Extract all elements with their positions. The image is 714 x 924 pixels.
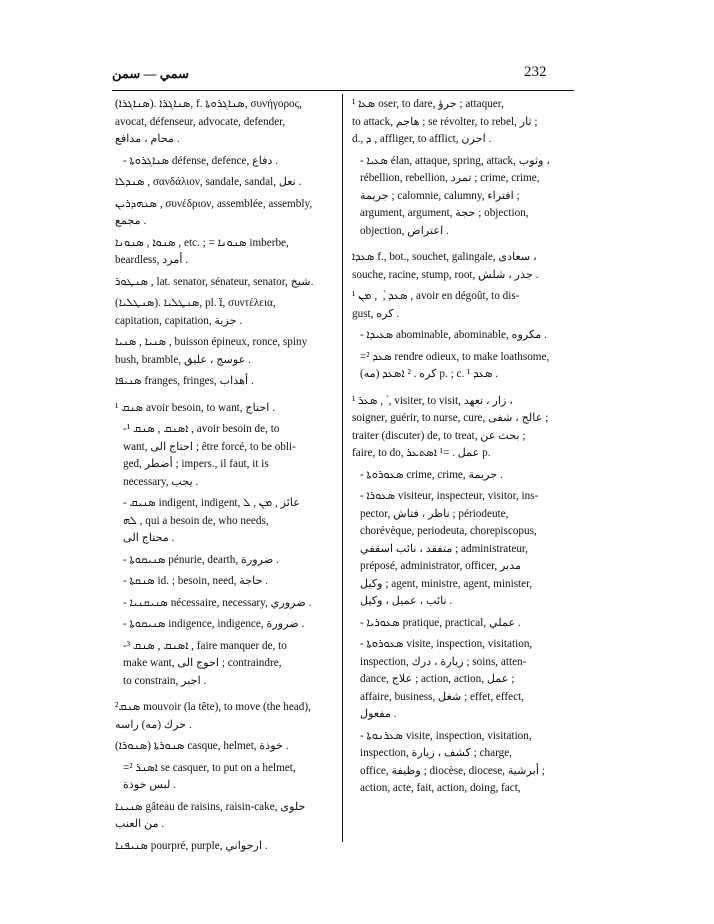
entry-line: ¹ ܣܥܐ oser, to dare, جرؤ ; attaquer, (352, 98, 504, 110)
dictionary-entry (115, 738, 338, 756)
dictionary-entry (352, 249, 572, 284)
entry-line: - ܣܥܘܪܝܐ pratique, practical, عملي . (360, 616, 521, 629)
dictionary-entry (115, 838, 338, 856)
entry-line: - ܣܢܩܬܐ id. ; besoin, need, حاجة . (123, 575, 269, 587)
dictionary-entry (352, 393, 572, 463)
right-column (352, 96, 572, 802)
dictionary-entry (115, 373, 338, 391)
dictionary-entry (115, 295, 338, 330)
dictionary-entry (352, 288, 572, 323)
entry-line: want, احتاج الى ; être forcé, to be obli- (123, 440, 296, 453)
entry-line: ܣܥܕܐ f., bot., souchet, galingale, سعادى ، (352, 251, 537, 263)
entry-line: ܣܢܕܠܐ , σανδάλιον, sandale, sandal, نعل . (115, 176, 302, 188)
entry-line: =² ܣܥܕ rendre odieux, to make loathsome, (360, 350, 550, 363)
entry-line: ²ܣܢܩ mouvoir (la tête), to move (the head), (115, 701, 311, 713)
dictionary-entry (115, 235, 338, 270)
entry-line: office, وظيفة ; diocèse, diocese, أبرشية ; (360, 764, 545, 777)
entry-line: objection, اعتراض . (360, 224, 449, 237)
running-head: سمي — سمن (112, 66, 190, 81)
dictionary-entry (115, 174, 338, 192)
dictionary-entry (115, 573, 338, 591)
entry-line: - ܣܢܝܩܘܬܐ indigence, indigence, ضرورة . (123, 618, 305, 630)
dictionary-entry (115, 400, 338, 418)
dictionary-entry (115, 96, 338, 149)
entry-line: ܣܢܝܦܐ franges, fringes, أهداب . (115, 375, 254, 387)
entry-line: (ܣܢܐܓܪܐ). ܣܢܐܓܪܐ, f. ܣܢܐܓܪܘܬܐ, συνήγορος, (115, 98, 302, 110)
entry-line: من العنب . (115, 818, 165, 830)
entry-line: (مه) كره . ² ܐܣܥܕ p. ; c. ¹ ܣܥܕ . (360, 368, 499, 380)
entry-line: ܣܢܝܐ , ܣܢܝܐ , buisson épineux, ronce, spiny (115, 336, 308, 348)
dictionary-entry (115, 638, 338, 691)
entry-line: -³ ܐܣܢܩ , ܣܢܩ , faire manquer de, to (123, 639, 287, 652)
entry-line: to attack, هاجم ; se révolter, to rebel, ثار ; (352, 115, 538, 128)
dictionary-entry (115, 153, 338, 171)
entry-line: ged, أضطر ; impers., il faut, it is (123, 458, 269, 470)
dictionary-entry (352, 467, 572, 485)
entry-line: - ܣܥܝܕܐ abominable, abominable, مكروه . (360, 329, 547, 341)
dictionary-entry (352, 349, 572, 384)
entry-line: - ܣܢܐܓܪܘܬܐ défense, defence, دفاع . (123, 154, 279, 167)
header-rule (112, 90, 574, 91)
entry-line: - ܣܢܝܩ indigent, indigent, عائز , ܡܢ , ܠ (123, 497, 300, 509)
dictionary-entry (352, 96, 572, 149)
entry-line: - ܣܢܝܩܢܝܐ nécessaire, necessary, ضروري . (123, 596, 312, 609)
entry-line: متفقد ، نائب اسقفي ; administrateur, (360, 542, 528, 555)
entry-line: chorévèque, periodeuta, chorepiscopus, (360, 525, 537, 537)
entry-line: حرك (مه) راسه . (115, 718, 192, 731)
dictionary-entry (352, 327, 572, 345)
entry-line: gust, كره . (352, 307, 400, 320)
entry-line: لبس خوذة . (123, 779, 176, 791)
entry-line: - ܣܥܘܪܘܬܐ visite, inspection, visitation, (360, 638, 533, 650)
entry-line: ¹ ܣܥܪ , ܵ , visiter, to visit, زار ، تعهد ، (352, 394, 513, 407)
dictionary-entry (115, 799, 338, 834)
entry-line: (ܣܢܘܪܐ) ܣܢܘܪܬܐ casque, helmet, خوذة . (115, 740, 289, 752)
dictionary-entry (115, 334, 338, 369)
entry-line: d., ܕ , affliger, to afflict, احزن . (352, 133, 492, 145)
entry-line: capitation, capitation, جزية . (115, 314, 243, 327)
entry-line: inspection, كشف ، زيارة ; charge, (360, 747, 512, 759)
entry-line: مجمع . (115, 215, 147, 227)
entry-line: bush, bramble, عوسج ، عليق . (115, 353, 251, 366)
dictionary-entry (352, 488, 572, 611)
entry-line: =² ܐܣܢܪ se casquer, to put on a helmet, (123, 761, 296, 774)
entry-line: ܣܢܘܐ , ܣܢܘܢܐ , etc. ; = ܣܢܘܢܐ imberbe, (115, 236, 289, 249)
dictionary-entry (352, 615, 572, 633)
dictionary-entry (352, 636, 572, 724)
entry-line: avocat, défenseur, advocate, defender, (115, 115, 286, 128)
entry-line: action, acte, fait, action, doing, fact, (360, 782, 521, 794)
entry-line: - ܣܥܘܪܐ visiteur, inspecteur, visitor, ins- (360, 490, 539, 502)
entry-line: - ܣܢܝܩܘܬܐ pénurie, dearth, ضرورة . (123, 553, 279, 566)
dictionary-entry (115, 595, 338, 613)
entry-line: ܣܢܛܘܪ , lat. senator, sénateur, senator, شيخ. (115, 275, 314, 288)
entry-line: (ܣܢܛܠܝܐ). ܣܢܛܠܝܐ, pl. ܐ̈, συντέλεια, (115, 297, 276, 309)
entry-line: جريمة ; calomnie, calumny, افتراء ; (360, 189, 520, 202)
entry-line: ܣܢܗܕܪܝܢ , συνέδριον, assemblée, assembly, (115, 197, 313, 210)
entry-line: وكيل ; agent, ministre, agent, minister, (360, 577, 533, 590)
entry-line: ܣܢܝܢܐ gâteau de raisins, raisin-cake, حلوى (115, 800, 306, 813)
entry-line: traiter (discuter) de, to treat, بحث عن ; (352, 429, 526, 442)
dictionary-entry (352, 728, 572, 798)
dictionary-entry (352, 153, 572, 241)
dictionary-entry (115, 274, 338, 292)
entry-line: مفعول . (360, 708, 397, 720)
entry-line: - ܣܥܘܪܘܬܐ crime, crime, جريمة . (360, 468, 503, 481)
dictionary-entry (115, 616, 338, 634)
entry-line: - ܣܥܝܐ élan, attaque, spring, attack, وثوب ، (360, 154, 550, 167)
entry-line: ¹ ܣܥܕ , ܵ , ܡܢ , avoir en dégoût, to dis- (352, 290, 520, 302)
dictionary-entry (115, 495, 338, 548)
column-divider (342, 94, 343, 842)
entry-line: - ܣܥܪܢܘܬܐ visite, inspection, visitation, (360, 729, 532, 742)
entry-line: محتاج الى . (123, 532, 175, 544)
dictionary-entry (115, 699, 338, 734)
entry-line: to constrain, اجبر . (123, 674, 207, 687)
entry-line: make want, احوج الى ; contraindre, (123, 657, 282, 669)
entry-line: argument, argument, حجة ; objection, (360, 207, 529, 219)
entry-line: محام ، مدافع . (115, 133, 180, 145)
entry-line: soigner, guérir, to nurse, cure, عالج ، شفى ; (352, 412, 549, 424)
page-number: 232 (524, 64, 547, 80)
entry-line: ¹ ܣܢܩ avoir besoin, to want, احتاج . (115, 401, 275, 414)
entry-line: -¹ ܐܣܢܩ , ܣܢܩ , avoir besoin de, to (123, 423, 280, 435)
entry-line: rébellion, rebellion, تمرد ; crime, crime, (360, 172, 540, 184)
entry-line: necessary, يجب . (123, 475, 199, 488)
dictionary-entry (115, 552, 338, 570)
entry-line: beardless, أمرد . (115, 254, 189, 266)
entry-line: ܣܢܝܦܢܐ pourpré, purple, ارجواني . (115, 839, 268, 852)
entry-line: pector, ناظر ، فتاش ; périodeute, (360, 507, 509, 520)
entry-line: inspection, زيارة ، درك ; soins, atten- (360, 655, 527, 668)
entry-line: souche, racine, stump, root, جذر ، شلش . (352, 268, 539, 281)
entry-line: dance, علاج ; action, action, عمل ; (360, 673, 515, 685)
entry-line: faire, to do, عمل . =¹ ܐܣܬܥܪ p. (352, 447, 491, 459)
dictionary-entry (115, 421, 338, 491)
dictionary-entry (115, 760, 338, 795)
entry-line: affaire, business, شغل ; effet, effect, (360, 690, 524, 703)
entry-line: نائب ، عميل ، وكيل . (360, 595, 453, 607)
entry-line: préposé, administrator, officer, مدبر (360, 560, 522, 572)
entry-line: ܠܗ , qui a besoin de, who needs, (123, 514, 269, 527)
dictionary-entry (115, 196, 338, 231)
left-column (115, 96, 338, 859)
